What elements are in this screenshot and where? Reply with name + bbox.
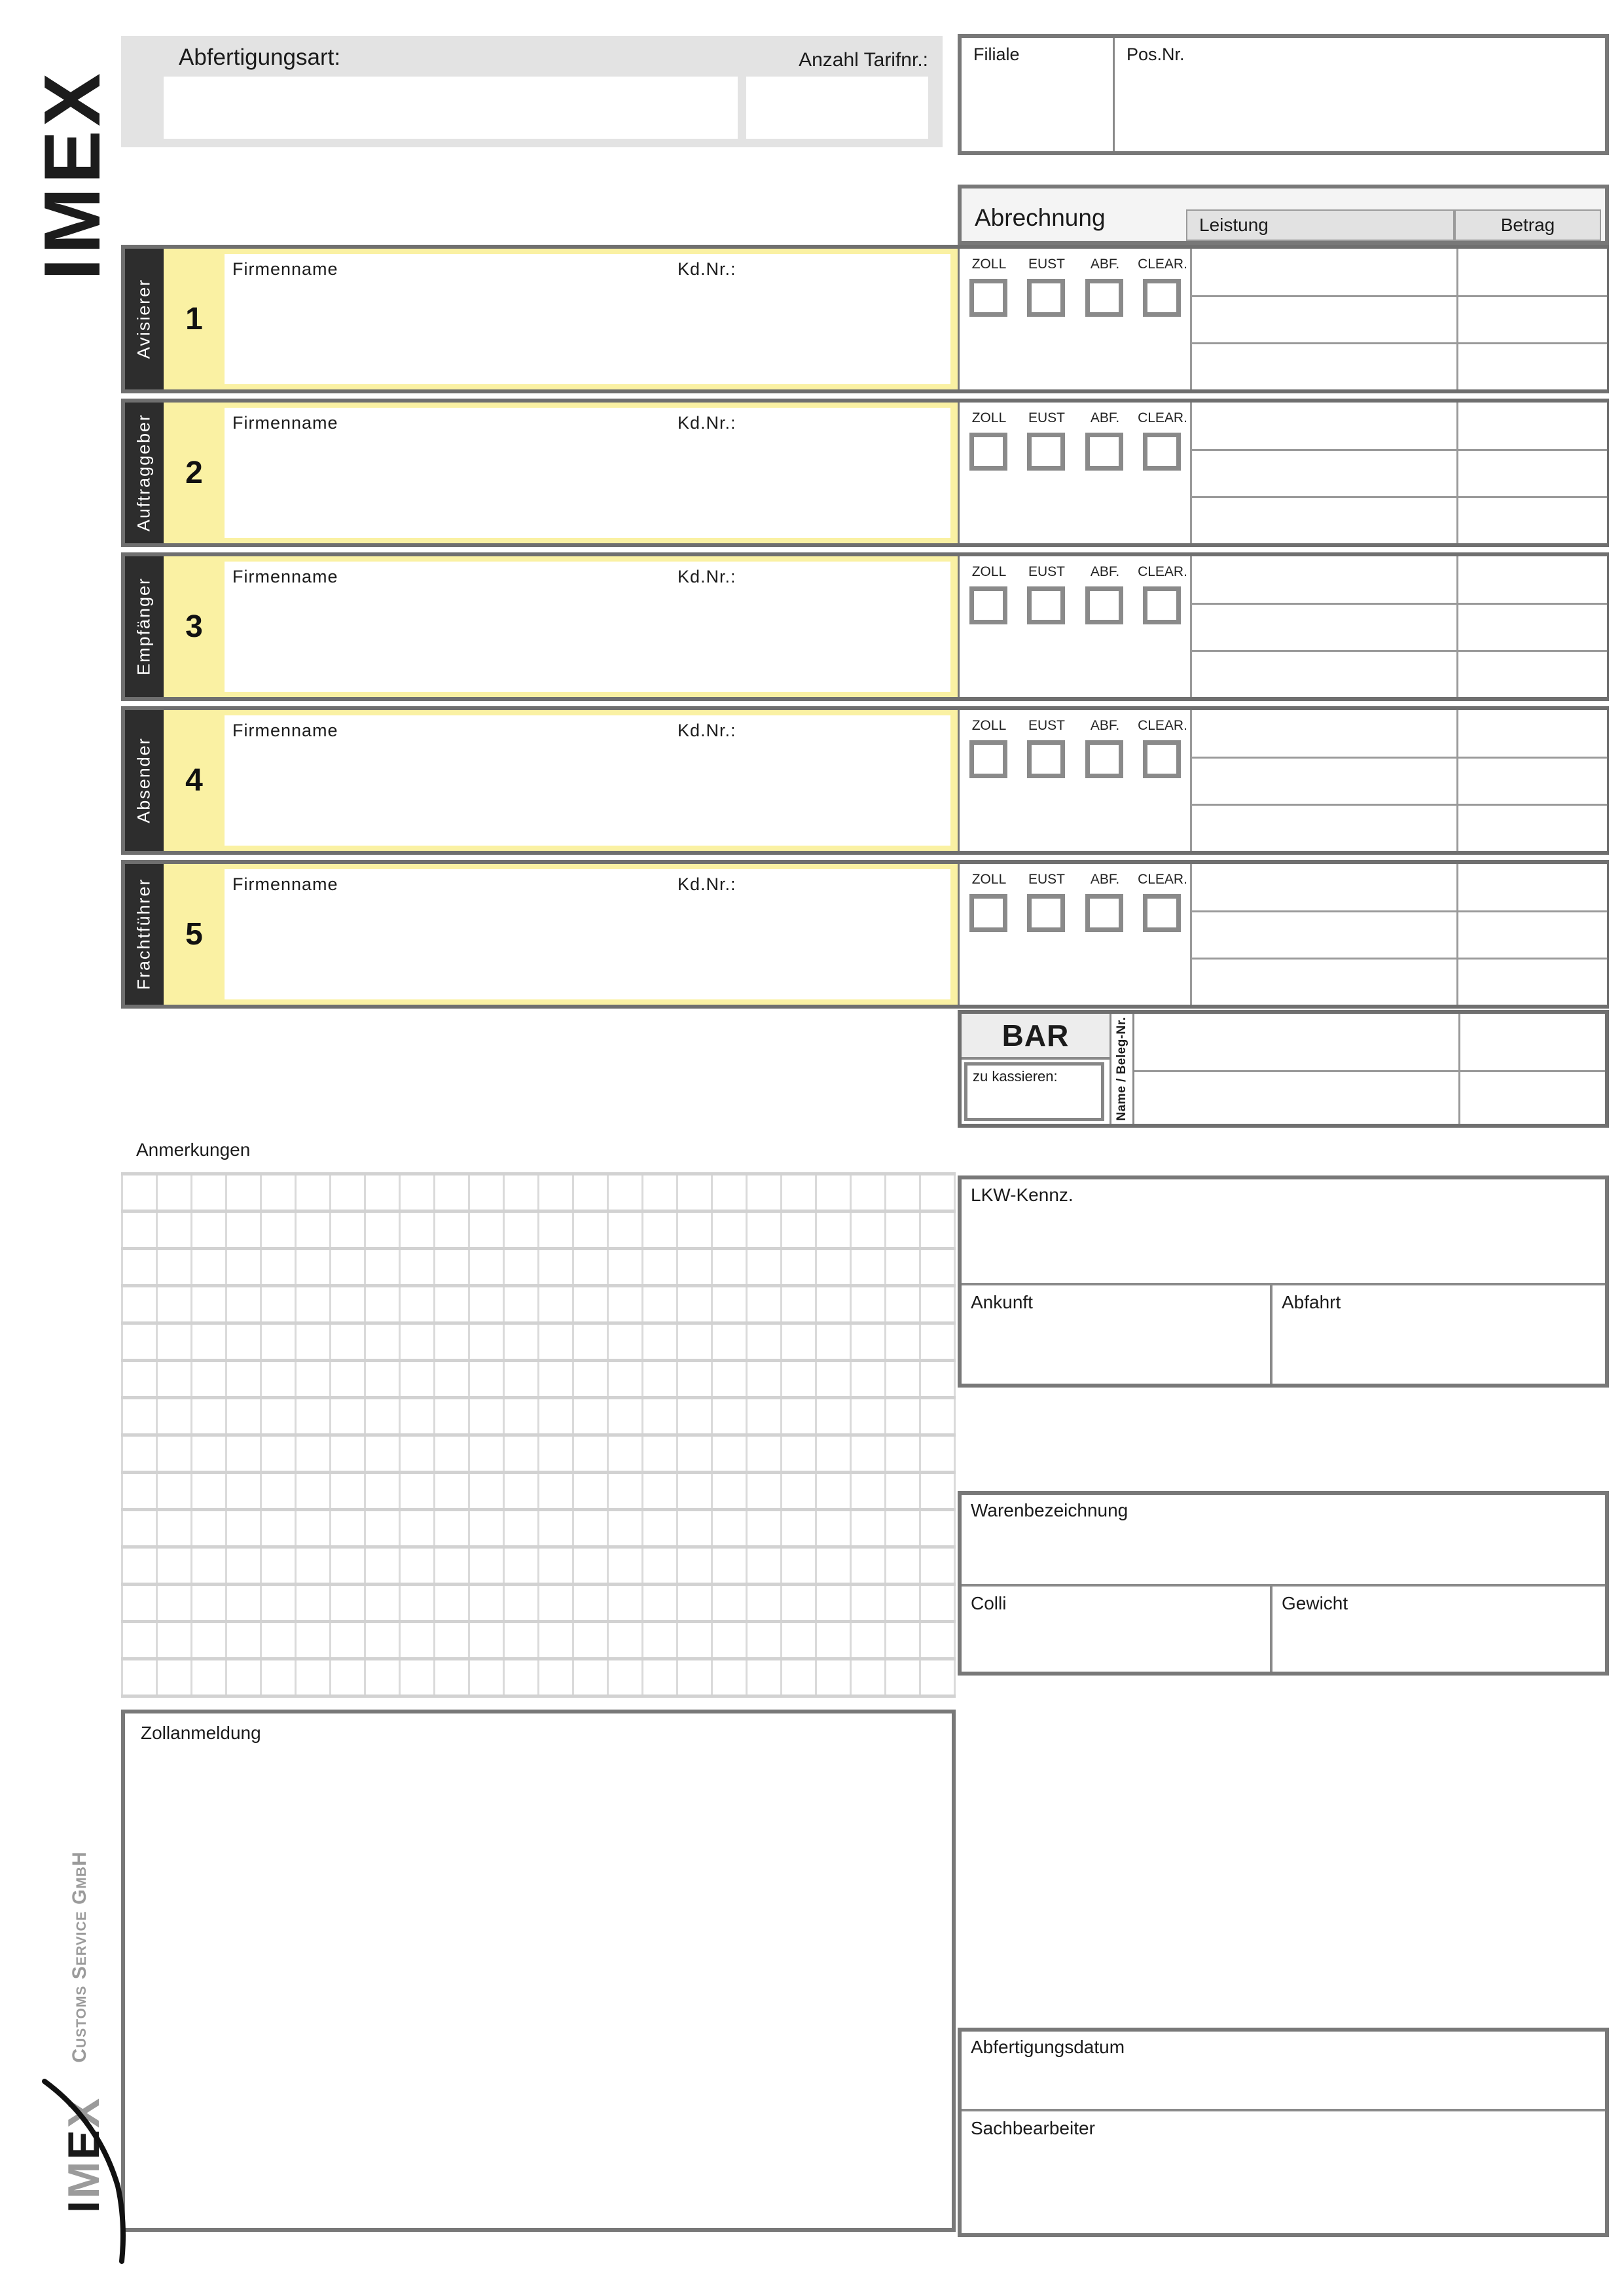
zoll-label: ZOLL — [971, 872, 1007, 887]
firmenname-field[interactable] — [225, 254, 950, 384]
anmerkungen-grid[interactable] — [121, 1172, 956, 1698]
firmenname-label: Firmenname — [232, 721, 338, 740]
divider — [962, 1584, 1605, 1587]
party-number: 1 — [185, 302, 203, 336]
zoll-checkbox[interactable] — [969, 279, 1007, 317]
abf-label: ABF. — [1090, 872, 1120, 887]
abfertigungsdatum-field[interactable] — [962, 2059, 1605, 2109]
letter-i: I — [59, 2198, 109, 2214]
clear-checkbox[interactable] — [1143, 433, 1181, 471]
party-number: 4 — [185, 763, 203, 798]
logo-swoosh-icon — [26, 2062, 137, 2278]
abrechnung-row-area — [958, 864, 1607, 1005]
bar-section — [958, 1010, 1609, 1128]
clear-checkbox[interactable] — [1143, 586, 1181, 624]
divider — [1190, 249, 1192, 389]
abf-checkbox[interactable] — [1085, 740, 1123, 778]
abf-label: ABF. — [1090, 410, 1120, 425]
zoll-label: ZOLL — [971, 718, 1007, 733]
lkw-box — [958, 1175, 1609, 1388]
party-number: 2 — [185, 456, 203, 490]
party-section-absender — [121, 706, 1609, 855]
zu-kassieren-label: zu kassieren: — [973, 1068, 1058, 1085]
party-section-empfaenger — [121, 552, 1609, 701]
party-section-frachtfuehrer — [121, 860, 1609, 1009]
divider — [1190, 710, 1192, 851]
divider — [1458, 1014, 1460, 1124]
anmerkungen-label: Anmerkungen — [136, 1139, 251, 1160]
leistung-label: Leistung — [1199, 215, 1269, 235]
firmenname-field[interactable] — [225, 715, 950, 846]
zoll-label: ZOLL — [971, 564, 1007, 579]
divider — [1190, 864, 1192, 1005]
lkw-kennz-field[interactable] — [962, 1206, 1605, 1281]
firmenname-label: Firmenname — [232, 567, 338, 586]
letter-e: E — [59, 2128, 109, 2160]
kdnr-label: Kd.Nr.: — [677, 567, 736, 586]
role-bar — [125, 403, 164, 543]
firmenname-field[interactable] — [225, 408, 950, 538]
kdnr-label: Kd.Nr.: — [677, 259, 736, 279]
letter-x: X — [59, 2096, 109, 2128]
abfahrt-field[interactable] — [1272, 1314, 1605, 1384]
zoll-checkbox[interactable] — [969, 740, 1007, 778]
sachbearbeiter-label: Sachbearbeiter — [971, 2118, 1095, 2138]
clear-label: CLEAR. — [1138, 718, 1187, 733]
eust-checkbox[interactable] — [1027, 279, 1065, 317]
eust-label: EUST — [1028, 564, 1066, 579]
filiale-posnr-box — [958, 34, 1609, 155]
warenbezeichnung-label: Warenbezeichnung — [971, 1500, 1128, 1520]
bar-leistung-row-1[interactable] — [1134, 1014, 1456, 1070]
zoll-checkbox[interactable] — [969, 894, 1007, 932]
party-section-auftraggeber — [121, 399, 1609, 547]
zollanmeldung-box[interactable] — [121, 1710, 956, 2232]
party-number: 3 — [185, 609, 203, 644]
colli-label: Colli — [971, 1593, 1007, 1613]
eust-checkbox[interactable] — [1027, 894, 1065, 932]
firmenname-field[interactable] — [225, 869, 950, 999]
divider — [1456, 710, 1458, 851]
abrechnung-title: Abrechnung — [975, 204, 1106, 231]
divider — [1456, 403, 1458, 543]
gewicht-label: Gewicht — [1282, 1593, 1348, 1613]
betrag-label: Betrag — [1500, 215, 1555, 235]
role-label: Absender — [134, 737, 154, 823]
abfertigungsdatum-label: Abfertigungsdatum — [971, 2037, 1125, 2057]
divider — [962, 1283, 1605, 1285]
divider — [1190, 342, 1607, 344]
role-bar — [125, 249, 164, 389]
zoll-label: ZOLL — [971, 257, 1007, 272]
firmenname-field[interactable] — [225, 562, 950, 692]
abrechnung-row-area — [958, 556, 1607, 697]
colli-field[interactable] — [962, 1616, 1270, 1672]
eust-label: EUST — [1028, 410, 1066, 425]
divider — [1190, 295, 1607, 297]
abrechnung-header — [958, 185, 1609, 245]
zoll-checkbox[interactable] — [969, 586, 1007, 624]
divider — [1456, 556, 1458, 697]
sachbearbeiter-field[interactable] — [962, 2140, 1605, 2233]
divider — [1190, 804, 1607, 806]
abfertigungsart-input[interactable] — [164, 77, 738, 139]
header-panel — [121, 36, 943, 147]
zollanmeldung-label: Zollanmeldung — [141, 1723, 261, 1743]
bar-header-cell — [962, 1014, 1110, 1060]
divider — [1456, 864, 1458, 1005]
warenbezeichnung-field[interactable] — [962, 1521, 1605, 1581]
anzahl-tarifnr-input[interactable] — [746, 77, 928, 139]
eust-checkbox[interactable] — [1027, 433, 1065, 471]
ankunft-field[interactable] — [962, 1314, 1270, 1384]
party-section-avisierer — [121, 245, 1609, 393]
abfertigung-box — [958, 2028, 1609, 2237]
eust-checkbox[interactable] — [1027, 586, 1065, 624]
clear-checkbox[interactable] — [1143, 894, 1181, 932]
ankunft-label: Ankunft — [971, 1292, 1033, 1312]
role-label: Frachtführer — [134, 878, 154, 990]
filiale-field[interactable] — [962, 64, 1113, 151]
gewicht-field[interactable] — [1272, 1616, 1605, 1672]
abfahrt-label: Abfahrt — [1282, 1292, 1341, 1312]
leistung-column-header — [1186, 209, 1454, 241]
clear-checkbox[interactable] — [1143, 279, 1181, 317]
eust-checkbox[interactable] — [1027, 740, 1065, 778]
divider — [1190, 650, 1607, 652]
firmenname-label: Firmenname — [232, 874, 338, 894]
letter-m: M — [59, 2159, 109, 2199]
firmenname-label: Firmenname — [232, 259, 338, 279]
abrechnung-row-area — [958, 710, 1607, 851]
abf-checkbox[interactable] — [1085, 279, 1123, 317]
divider — [1190, 757, 1607, 759]
imex-logo-text: IMEX — [27, 69, 117, 281]
abf-label: ABF. — [1090, 718, 1120, 733]
zoll-checkbox[interactable] — [969, 433, 1007, 471]
clear-checkbox[interactable] — [1143, 740, 1181, 778]
name-beleg-label: Name / Beleg-Nr. — [1115, 1016, 1128, 1121]
abrechnung-row-area — [958, 249, 1607, 389]
role-bar — [125, 864, 164, 1005]
pos-nr-field[interactable] — [1115, 64, 1605, 151]
eust-label: EUST — [1028, 257, 1066, 272]
eust-label: EUST — [1028, 718, 1066, 733]
bar-title: BAR — [1001, 1018, 1070, 1052]
abrechnung-row-area — [958, 403, 1607, 543]
eust-label: EUST — [1028, 872, 1066, 887]
party-number: 5 — [185, 917, 203, 952]
role-bar — [125, 710, 164, 851]
company-name-text: Customs Service GmbH — [69, 1851, 90, 2063]
bar-leistung-row-2[interactable] — [1134, 1072, 1456, 1124]
divider — [1190, 403, 1192, 543]
zoll-label: ZOLL — [971, 410, 1007, 425]
filiale-label: Filiale — [973, 45, 1020, 64]
clear-label: CLEAR. — [1138, 410, 1187, 425]
abfertigungsart-label: Abfertigungsart: — [179, 45, 341, 70]
firmenname-label: Firmenname — [232, 413, 338, 433]
divider — [1190, 958, 1607, 960]
anzahl-tarifnr-label: Anzahl Tarifnr.: — [799, 49, 928, 71]
pos-nr-label: Pos.Nr. — [1127, 45, 1185, 64]
lkw-kennz-label: LKW-Kennz. — [971, 1185, 1074, 1205]
kdnr-label: Kd.Nr.: — [677, 721, 736, 740]
divider — [1456, 249, 1458, 389]
divider — [1190, 449, 1607, 451]
abf-checkbox[interactable] — [1085, 433, 1123, 471]
kdnr-label: Kd.Nr.: — [677, 413, 736, 433]
abf-checkbox[interactable] — [1085, 894, 1123, 932]
abf-checkbox[interactable] — [1085, 586, 1123, 624]
clear-label: CLEAR. — [1138, 564, 1187, 579]
divider — [1190, 496, 1607, 498]
waren-box — [958, 1491, 1609, 1676]
zu-kassieren-field[interactable] — [964, 1062, 1104, 1121]
abf-label: ABF. — [1090, 257, 1120, 272]
divider — [1190, 556, 1192, 697]
betrag-column-header — [1454, 209, 1601, 241]
role-label: Avisierer — [134, 278, 154, 359]
divider — [1190, 910, 1607, 912]
clear-label: CLEAR. — [1138, 257, 1187, 272]
role-label: Auftraggeber — [134, 413, 154, 532]
divider — [1190, 603, 1607, 605]
divider — [962, 2109, 1605, 2111]
role-label: Empfänger — [134, 577, 154, 676]
role-bar — [125, 556, 164, 697]
kdnr-label: Kd.Nr.: — [677, 874, 736, 894]
clear-label: CLEAR. — [1138, 872, 1187, 887]
name-beleg-strip — [1110, 1014, 1134, 1124]
abf-label: ABF. — [1090, 564, 1120, 579]
